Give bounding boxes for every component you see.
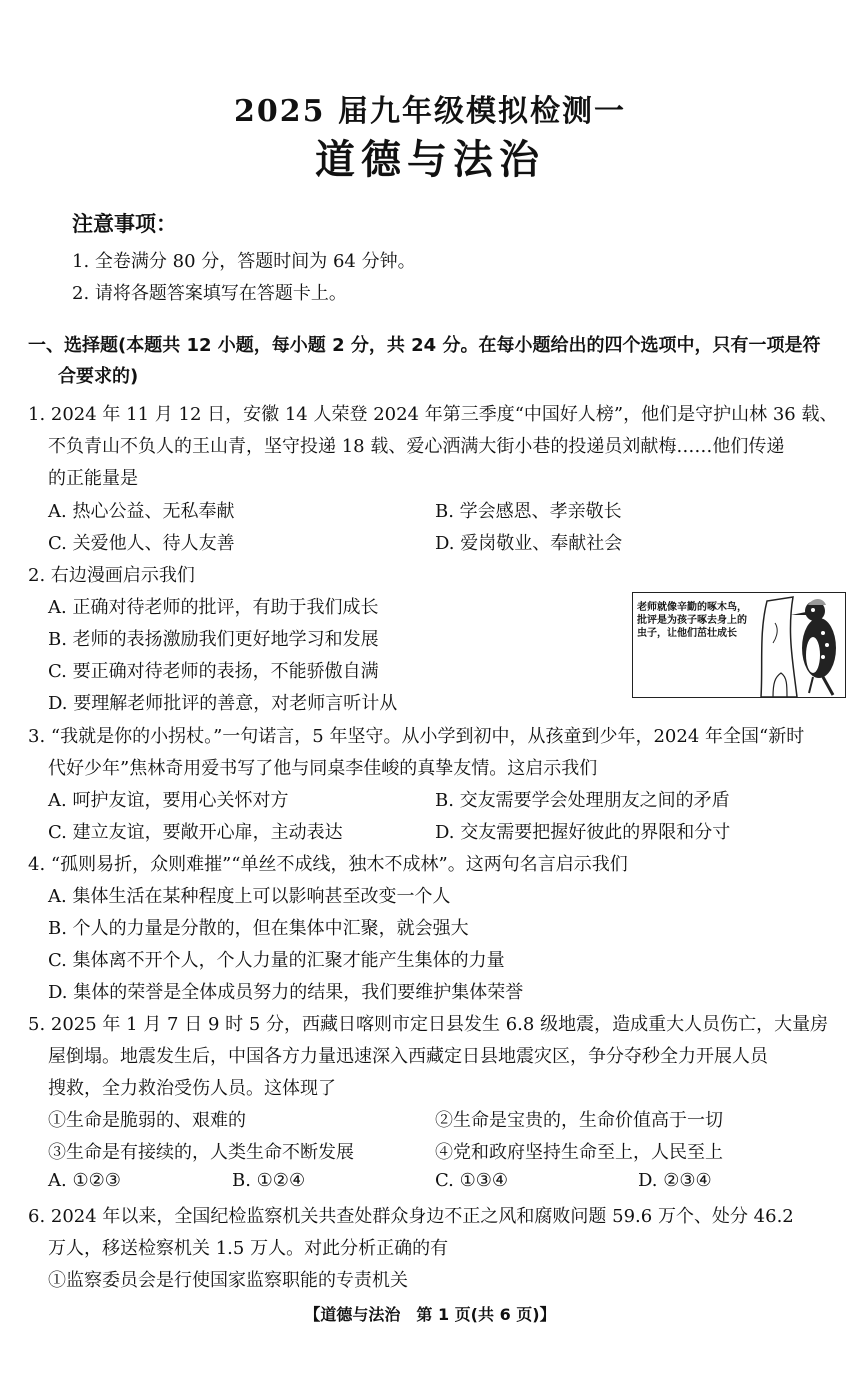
q3-option-a: A. 呵护友谊，要用心关怀对方 — [48, 790, 289, 811]
q2-stem: 2. 右边漫画启示我们 — [28, 565, 195, 586]
q2-option-d: D. 要理解老师批评的善意，对老师言听计从 — [48, 693, 398, 714]
q6-stem-line: 万人，移送检察机关 1.5 万人。对此分析正确的有 — [48, 1238, 449, 1259]
q5-option-c: C. ①③④ — [435, 1170, 508, 1191]
notice-block — [72, 208, 416, 310]
q5-statement-3: ③生命是有接续的，人类生命不断发展 — [48, 1142, 354, 1163]
q1-option-a: A. 热心公益、无私奉献 — [48, 501, 235, 522]
q6-statement-1: ①监察委员会是行使国家监察职能的专责机关 — [48, 1270, 408, 1291]
q1-stem-line: 1. 2024 年 11 月 12 日，安徽 14 人荣登 2024 年第三季度“中国好人榜”，他们是守护山林 36 载、 — [28, 404, 838, 425]
page-footer: 【道德与法治 第 1 页(共 6 页)】 — [304, 1305, 556, 1324]
q5-statement-1: ①生命是脆弱的、艰难的 — [48, 1110, 246, 1131]
woodpecker-cartoon — [632, 592, 846, 698]
notice-heading: 注意事项： — [72, 212, 177, 236]
q6-stem-line: 6. 2024 年以来，全国纪检监察机关共查处群众身边不正之风和腐败问题 59.6 万个、处分 46.2 — [28, 1206, 794, 1227]
q5-option-d: D. ②③④ — [638, 1170, 712, 1191]
q1-option-d: D. 爱岗敬业、奉献社会 — [435, 533, 623, 554]
subject-title: 道德与法治 — [315, 137, 545, 183]
notice-item: 2. 请将各题答案填写在答题卡上。 — [72, 283, 347, 304]
q5-statement-4: ④党和政府坚持生命至上，人民至上 — [435, 1142, 723, 1163]
q4-option-a: A. 集体生活在某种程度上可以影响甚至改变一个人 — [48, 886, 451, 907]
q3-stem-line: 3. “我就是你的小拐杖。”一句诺言，5 年坚守。从小学到初中，从孩童到少年，2024 年全国“新时 — [28, 726, 805, 747]
q4-option-c: C. 集体离不开个人，个人力量的汇聚才能产生集体的力量 — [48, 950, 505, 971]
q4-option-d: D. 集体的荣誉是全体成员努力的结果，我们要维护集体荣誉 — [48, 982, 524, 1003]
q3-option-c: C. 建立友谊，要敞开心扉，主动表达 — [48, 822, 343, 843]
q3-option-d: D. 交友需要把握好彼此的界限和分寸 — [435, 822, 731, 843]
q5-stem-line: 搜救，全力救治受伤人员。这体现了 — [48, 1078, 336, 1099]
q1-option-c: C. 关爱他人、待人友善 — [48, 533, 235, 554]
q5-statement-2: ②生命是宝贵的，生命价值高于一切 — [435, 1110, 723, 1131]
q5-stem-line: 屋倒塌。地震发生后，中国各方力量迅速深入西藏定日县地震灾区，争分夺秒全力开展人员 — [48, 1046, 768, 1067]
q3-option-b: B. 交友需要学会处理朋友之间的矛盾 — [435, 790, 730, 811]
exam-title: 2025 届九年级模拟检测一 — [234, 94, 626, 129]
q1-stem-line: 不负青山不负人的王山青，坚守投递 18 载、爱心洒满大街小巷的投递员刘献梅……他们传递 — [48, 436, 785, 457]
q5-option-a: A. ①②③ — [48, 1170, 121, 1191]
woodpecker-drawing — [753, 593, 845, 697]
section-heading-line: 合要求的) — [58, 366, 139, 387]
section-heading-line: 一、选择题(本题共 12 小题，每小题 2 分，共 24 分。在每小题给出的四个选项中，只有一项是符 — [28, 335, 821, 356]
q2-option-b: B. 老师的表扬激励我们更好地学习和发展 — [48, 629, 379, 650]
q2-option-a: A. 正确对待老师的批评，有助于我们成长 — [48, 597, 379, 618]
q3-stem-line: 代好少年”焦林奇用爱书写了他与同桌李佳峻的真挚友情。这启示我们 — [48, 758, 598, 779]
q4-stem: 4. “孤则易折，众则难摧”“单丝不成线，独木不成林”。这两句名言启示我们 — [28, 854, 628, 875]
notice-item: 1. 全卷满分 80 分，答题时间为 64 分钟。 — [72, 251, 416, 272]
q5-stem-line: 5. 2025 年 1 月 7 日 9 时 5 分，西藏日喀则市定日县发生 6.8 级地震，造成重大人员伤亡，大量房 — [28, 1014, 829, 1035]
q4-option-b: B. 个人的力量是分散的，但在集体中汇聚，就会强大 — [48, 918, 469, 939]
q5-option-b: B. ①②④ — [232, 1170, 306, 1191]
q2-option-c: C. 要正确对待老师的表扬，不能骄傲自满 — [48, 661, 379, 682]
cartoon-caption: 老师就像辛勤的啄木鸟，批评是为孩子啄去身上的虫子，让他们茁壮成长 — [637, 602, 747, 639]
section-heading — [28, 330, 856, 392]
q1-stem-line: 的正能量是 — [48, 468, 138, 489]
q1-option-b: B. 学会感恩、孝亲敬长 — [435, 501, 622, 522]
